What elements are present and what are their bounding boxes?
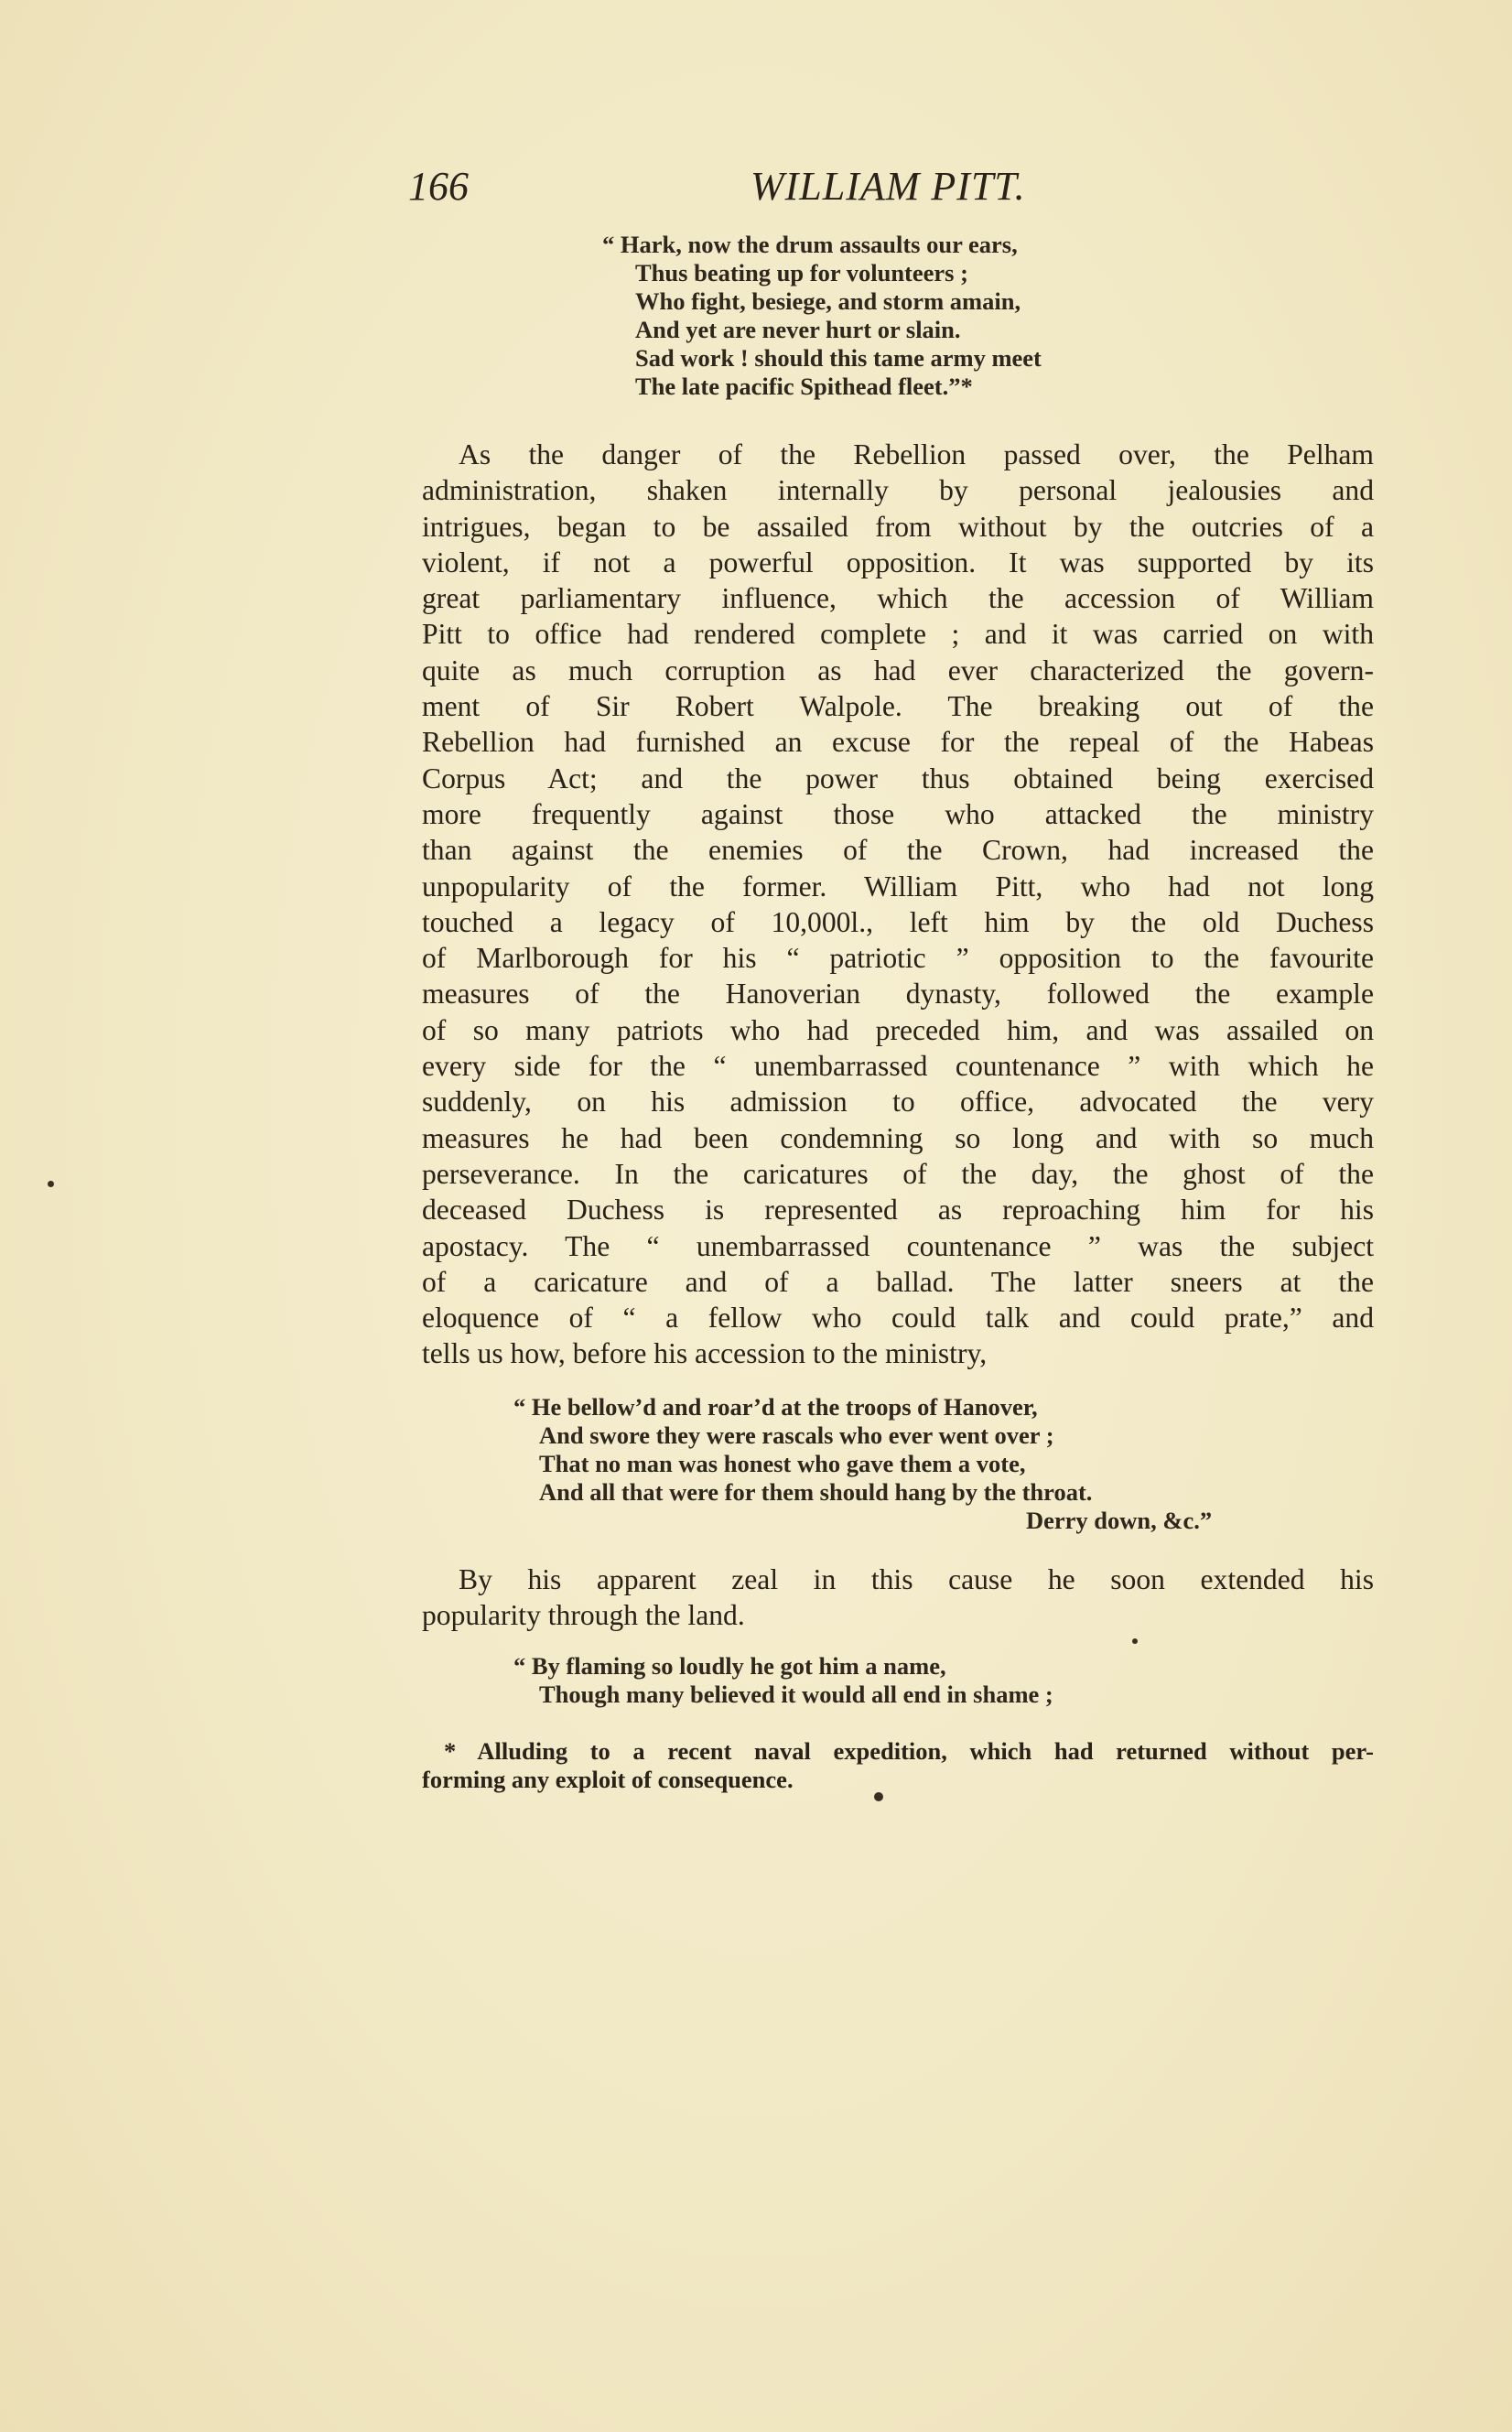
verse-block-2 (513, 1393, 1246, 1535)
verse-line: Thus beating up for volunteers ; (635, 259, 968, 286)
text-line: every side for the “ unembarrassed countenance ” with which he (422, 1050, 1374, 1083)
verse-line: “ He bellow’d and roar’d at the troops of Hanover, (513, 1393, 1038, 1421)
ink-speck (1132, 1638, 1138, 1644)
verse-line: Who fight, besiege, and storm amain, (635, 287, 1021, 315)
text-line: measures of the Hanoverian dynasty, followed the example (422, 978, 1374, 1011)
text-line: measures he had been condemning so long and with so much (422, 1121, 1374, 1154)
footnote-line: * Alluding to a recent naval expedition, which had returned without per- (444, 1737, 1374, 1765)
text-line: ment of Sir Robert Walpole. The breaking out of the (422, 690, 1374, 723)
text-line: eloquence of “ a fellow who could talk and could prate,” and (422, 1302, 1374, 1335)
paragraph-1 (422, 437, 1374, 1372)
text-line: As the danger of the Rebellion passed over, the Pelham (459, 438, 1374, 470)
verse-line: And swore they were rascals who ever went over ; (539, 1421, 1054, 1449)
text-line: Rebellion had furnished an excuse for the repeal of the Habeas (422, 726, 1374, 759)
verse-line: Derry down, &c.” (1026, 1507, 1213, 1534)
text-line: Pitt to office had rendered complete ; and it was carried on with (422, 618, 1374, 651)
ink-speck (874, 1792, 883, 1801)
verse-line: Sad work ! should this tame army meet (635, 344, 1042, 372)
verse-line: That no man was honest who gave them a vote, (539, 1450, 1026, 1477)
text-line: intrigues, began to be assailed from without by the outcries of a (422, 510, 1374, 543)
verse-line: And all that were for them should hang by the throat. (539, 1478, 1093, 1506)
text-line: deceased Duchess is represented as reproaching him for his (422, 1194, 1374, 1227)
text-line: than against the enemies of the Crown, had increased the (422, 834, 1374, 867)
text-line: great parliamentary influence, which the accession of William (422, 582, 1374, 615)
text-line: quite as much corruption as had ever characterized the govern- (422, 654, 1374, 686)
verse-block-1 (602, 231, 1170, 401)
text-line: of Marlborough for his “ patriotic ” opposition to the favourite (422, 942, 1374, 975)
text-line: popularity through the land. (422, 1599, 745, 1632)
text-line: of a caricature and of a ballad. The latter sneers at the (422, 1265, 1374, 1298)
text-line: perseverance. In the caricatures of the day, the ghost of the (422, 1157, 1374, 1190)
text-line: administration, shaken internally by personal jealousies and (422, 474, 1374, 507)
text-line: Corpus Act; and the power thus obtained being exercised (422, 762, 1374, 794)
text-line: touched a legacy of 10,000l., left him by the old Duchess (422, 905, 1374, 938)
verse-line: “ Hark, now the drum assaults our ears, (602, 231, 1018, 258)
ink-speck (48, 1181, 54, 1187)
text-line: violent, if not a powerful opposition. It was supported by its (422, 546, 1374, 578)
verse-line: And yet are never hurt or slain. (635, 316, 961, 343)
verse-block-3 (513, 1652, 1246, 1709)
text-line: unpopularity of the former. William Pitt, who had not long (422, 870, 1374, 903)
text-line: of so many patriots who had preceded him, and was assailed on (422, 1013, 1374, 1046)
page-header (408, 163, 1060, 211)
text-line: tells us how, before his accession to the ministry, (422, 1337, 988, 1370)
text-line: more frequently against those who attacked the ministry (422, 797, 1374, 830)
text-line: apostacy. The “ unembarrassed countenance ” was the subject (422, 1229, 1374, 1262)
text-line: suddenly, on his admission to office, advocated the very (422, 1086, 1374, 1119)
paragraph-2 (422, 1562, 1374, 1634)
footnote-line: forming any exploit of consequence. (422, 1766, 794, 1793)
running-title: WILLIAM PITT. (751, 164, 1026, 209)
footnote (422, 1737, 1374, 1794)
verse-line: The late pacific Spithead fleet.”* (635, 373, 973, 400)
page-number: 166 (408, 164, 469, 209)
text-line: By his apparent zeal in this cause he soon extended his (459, 1563, 1374, 1595)
verse-line: Though many believed it would all end in shame ; (539, 1681, 1053, 1708)
verse-line: “ By flaming so loudly he got him a name, (513, 1652, 946, 1680)
